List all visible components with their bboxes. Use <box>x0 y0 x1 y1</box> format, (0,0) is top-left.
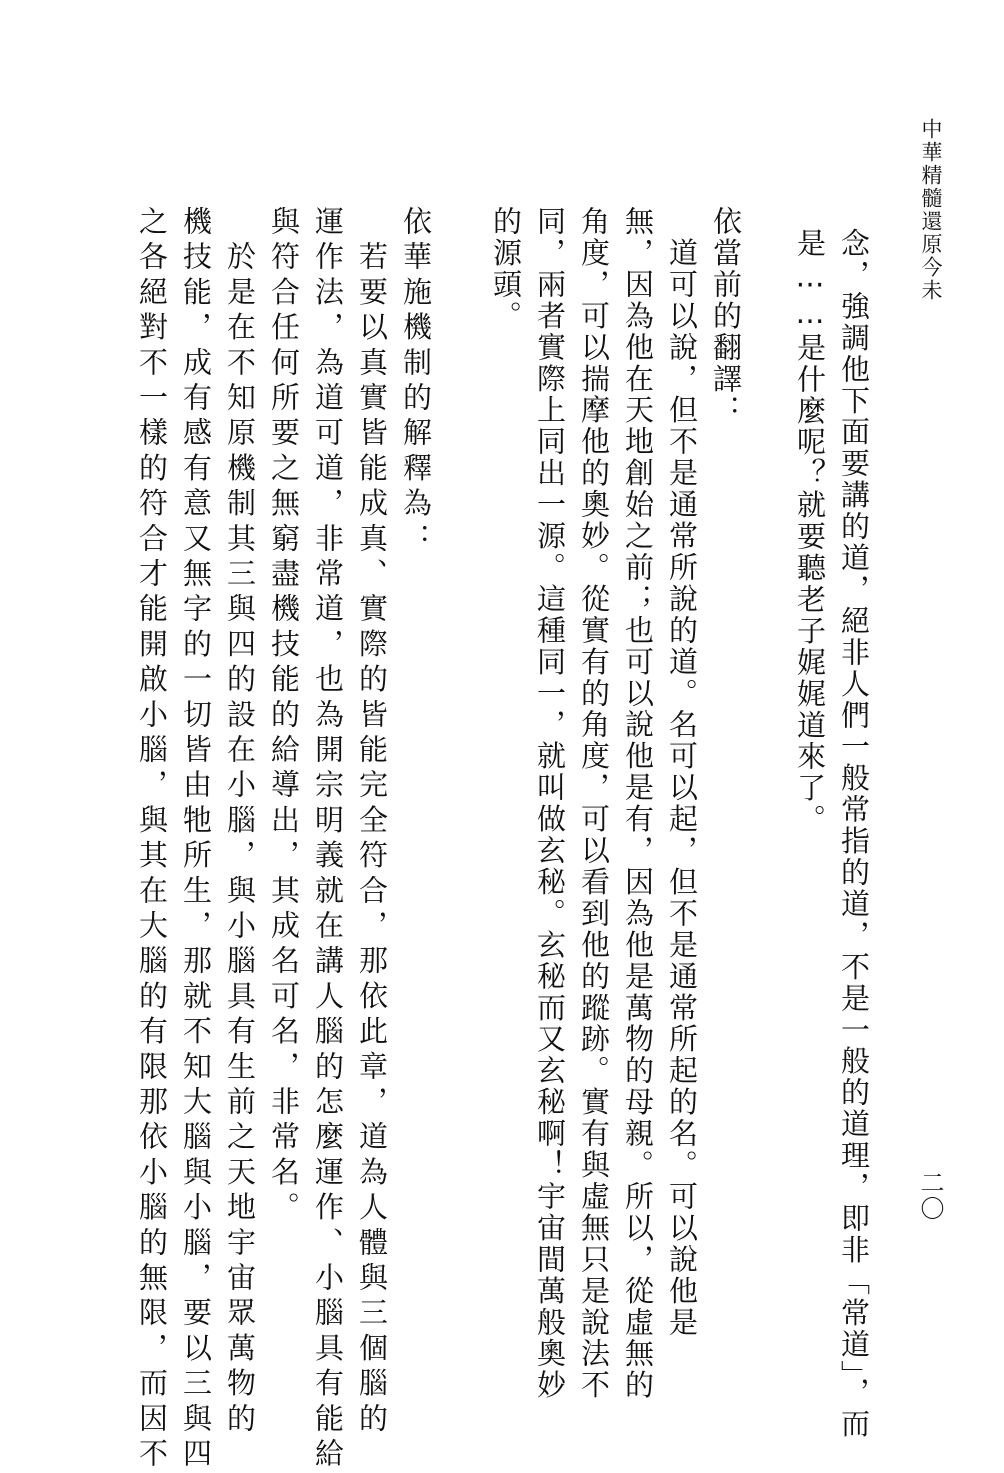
text-column: 於是在不知原機制其三與四的設在小腦，與小腦具有生前之天地宇宙眾萬物的 <box>223 206 257 1438</box>
running-header-title: 中華精髓還原今未 <box>919 118 943 302</box>
text-column: 角度，可以揣摩他的奧妙。從實有的角度，可以看到他的蹤跡。實有與虛無只是說法不 <box>577 206 611 1402</box>
text-column: 與符合任何所要之無窮盡機技能的給導出，其成名可名，非常名。 <box>267 206 301 1227</box>
page-number: 二〇 <box>916 1170 944 1222</box>
text-column: 若要以真實皆能成真、實際的皆能完全符合，那依此章，道為人體與三個腦的 <box>355 206 389 1438</box>
text-column: 機技能，成有感有意又無字的一切皆由牠所生，那就不知大腦與小腦，要以三與四 <box>179 206 213 1473</box>
section-heading: 依華施機制的解釋為： <box>399 206 433 558</box>
text-column: 道可以說，但不是通常所說的道。名可以起，但不是通常所起的名。可以說他是 <box>665 206 699 1339</box>
text-column: 是……是什麼呢？就要聽老子娓娓道來了。 <box>793 228 827 836</box>
section-heading: 依當前的翻譯： <box>709 206 743 427</box>
text-column: 運作法，為道可道，非常道，也為開宗明義就在講人腦的怎麼運作、小腦具有能給 <box>311 206 345 1473</box>
text-column: 念，強調他下面要講的道，絕非人們一般常指的道，不是一般的道理，即非「常道」，而 <box>837 228 871 1441</box>
text-column: 的源頭。 <box>489 206 523 332</box>
text-column: 之各絕對不一樣的符合才能開啟小腦，與其在大腦的有限那依小腦的無限，而因不 <box>135 206 169 1473</box>
text-column: 無，因為他在天地創始之前；也可以說他是有，因為他是萬物的母親。所以，從虛無的 <box>621 206 655 1402</box>
text-column: 同，兩者實際上同出一源。這種同一，就叫做玄秘。玄秘而又玄秘啊！宇宙間萬般奧妙 <box>533 206 567 1402</box>
